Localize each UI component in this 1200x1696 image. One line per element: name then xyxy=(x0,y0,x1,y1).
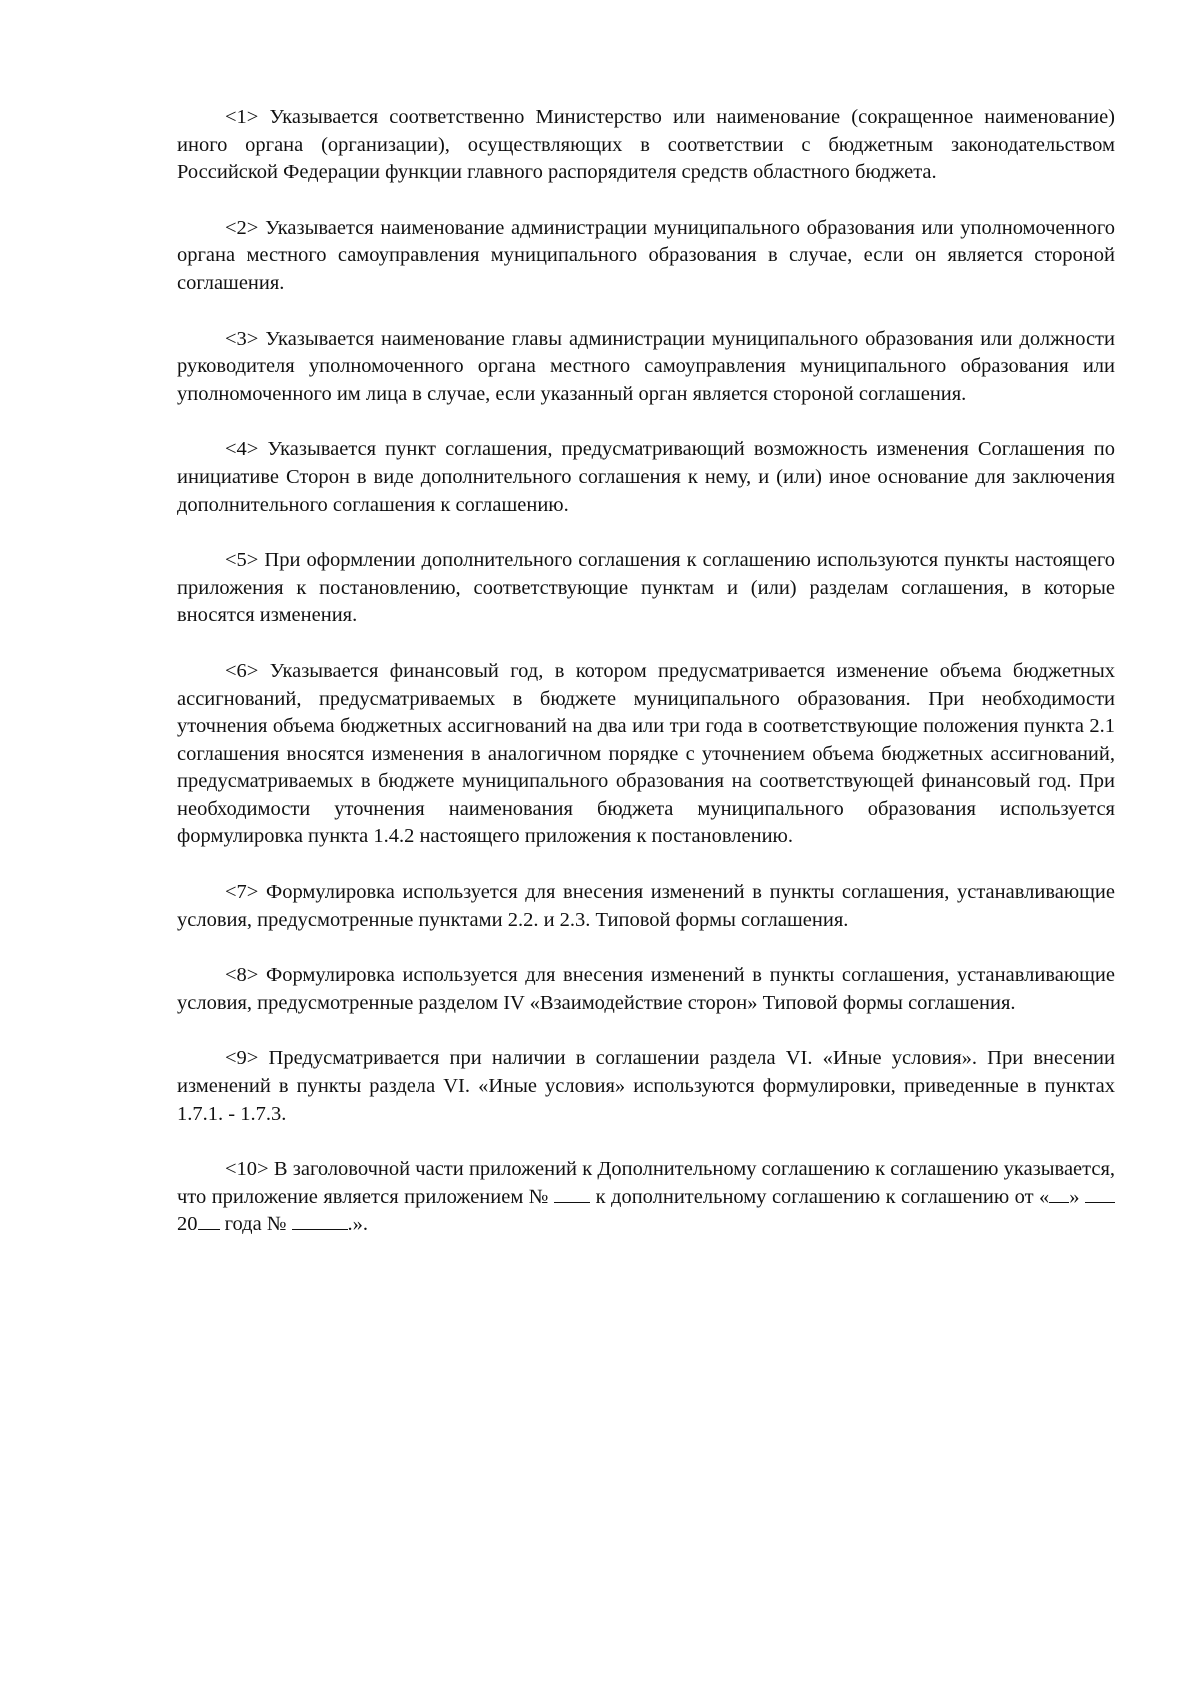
footnote-text: Формулировка используется для внесения изменений в пункты соглашения, устанавливающие условия, предусмотренные пунктами 2.2. и 2.3. Типовой формы соглашения. xyxy=(177,881,1116,931)
footnote-marker: <7> xyxy=(225,881,259,904)
footnote-text: Формулировка используется для внесения изменений в пункты соглашения, устанавливающие условия, предусмотренные разделом IV «Взаимодействие сторон» Типовой формы соглашения. xyxy=(177,964,1116,1014)
footnote-text: » xyxy=(1069,1185,1080,1208)
footnote-marker: <4> xyxy=(225,438,259,461)
day-blank xyxy=(1049,1184,1069,1203)
footnotes-list xyxy=(177,104,1115,1239)
footnote-9 xyxy=(177,1045,1115,1128)
footnote-marker: <3> xyxy=(225,327,259,350)
agreement-number-blank xyxy=(292,1211,348,1230)
footnote-text: Указывается соответственно Министерство или наименование (сокращенное наименование) иного органа (организации), осуществляющих в соответствии с бюджетным законодательством Российской Федерации функции главного распорядителя средств областного бюджета. xyxy=(177,106,1115,184)
footnote-text: Указывается пункт соглашения, предусматривающий возможность изменения Соглашения по инициативе Сторон в виде дополнительного соглашения к нему, и (или) иное основание для заключения дополнительного соглашения к соглашению. xyxy=(177,438,1115,516)
footnote-marker: <2> xyxy=(225,216,259,239)
footnote-marker: <1> xyxy=(225,106,259,128)
footnote-marker: <5> xyxy=(225,549,259,572)
footnote-text: Указывается наименование главы администрации муниципального образования или должности руководителя уполномоченного органа местного самоуправления муниципального образования или уполномоченного им лица в случае, если указанный орган является стороной соглашения. xyxy=(177,327,1115,405)
footnote-8 xyxy=(177,962,1115,1017)
appendix-number-blank xyxy=(554,1184,590,1203)
footnote-marker: <10> xyxy=(225,1158,269,1181)
footnote-marker: <6> xyxy=(225,659,259,682)
footnote-6 xyxy=(177,658,1115,851)
footnote-marker: <9> xyxy=(225,1047,259,1070)
footnote-text: Предусматривается при наличии в соглашении раздела VI. «Иные условия». При внесении изменений в пункты раздела VI. «Иные условия» используются формулировки, приведенные в пунктах 1.7.1. - 1.7.3. xyxy=(177,1047,1115,1125)
footnote-text: Указывается наименование администрации муниципального образования или уполномоченного органа местного самоуправления муниципального образования в случае, если он является стороной соглашения. xyxy=(177,216,1115,294)
footnote-marker: <8> xyxy=(225,964,259,987)
footnote-2 xyxy=(177,215,1115,298)
footnote-5 xyxy=(177,547,1115,630)
footnote-3 xyxy=(177,326,1115,409)
footnote-text: к дополнительному соглашению к соглашению от « xyxy=(595,1185,1050,1208)
footnote-text: В заголовочной части приложений к Дополнительному соглашению к соглашению указывается, что приложение является приложением № xyxy=(177,1158,1116,1208)
footnote-4 xyxy=(177,436,1115,519)
year-blank xyxy=(198,1211,220,1230)
footnote-text: Указывается финансовый год, в котором предусматривается изменение объема бюджетных ассигнований, предусматриваемых в бюджете муниципального образования. При необходимости уточнения объема бюджетных ассигнований на два или три года в соответствующие положения пункта 2.1 соглашения вносятся изменения в аналогичном порядке с уточнением объема бюджетных ассигнований, предусматриваемых в бюджете муниципального образования на соответствующей финансовый год. При необходимости уточнения наименования бюджета муниципального образования используется формулировка пункта 1.4.2 настоящего приложения к постановлению. xyxy=(177,659,1116,848)
month-blank xyxy=(1085,1184,1115,1203)
footnote-1 xyxy=(177,104,1115,187)
footnote-10 xyxy=(177,1156,1115,1239)
footnote-text: .». xyxy=(347,1213,369,1236)
footnote-7 xyxy=(177,879,1115,934)
footnote-text: года № xyxy=(224,1213,287,1236)
year-prefix: 20 xyxy=(177,1213,198,1236)
footnote-text: При оформлении дополнительного соглашения к соглашению используются пункты настоящего приложения к постановлению, соответствующие пунктам и (или) разделам соглашения, в которые вносятся изменения. xyxy=(177,549,1116,627)
